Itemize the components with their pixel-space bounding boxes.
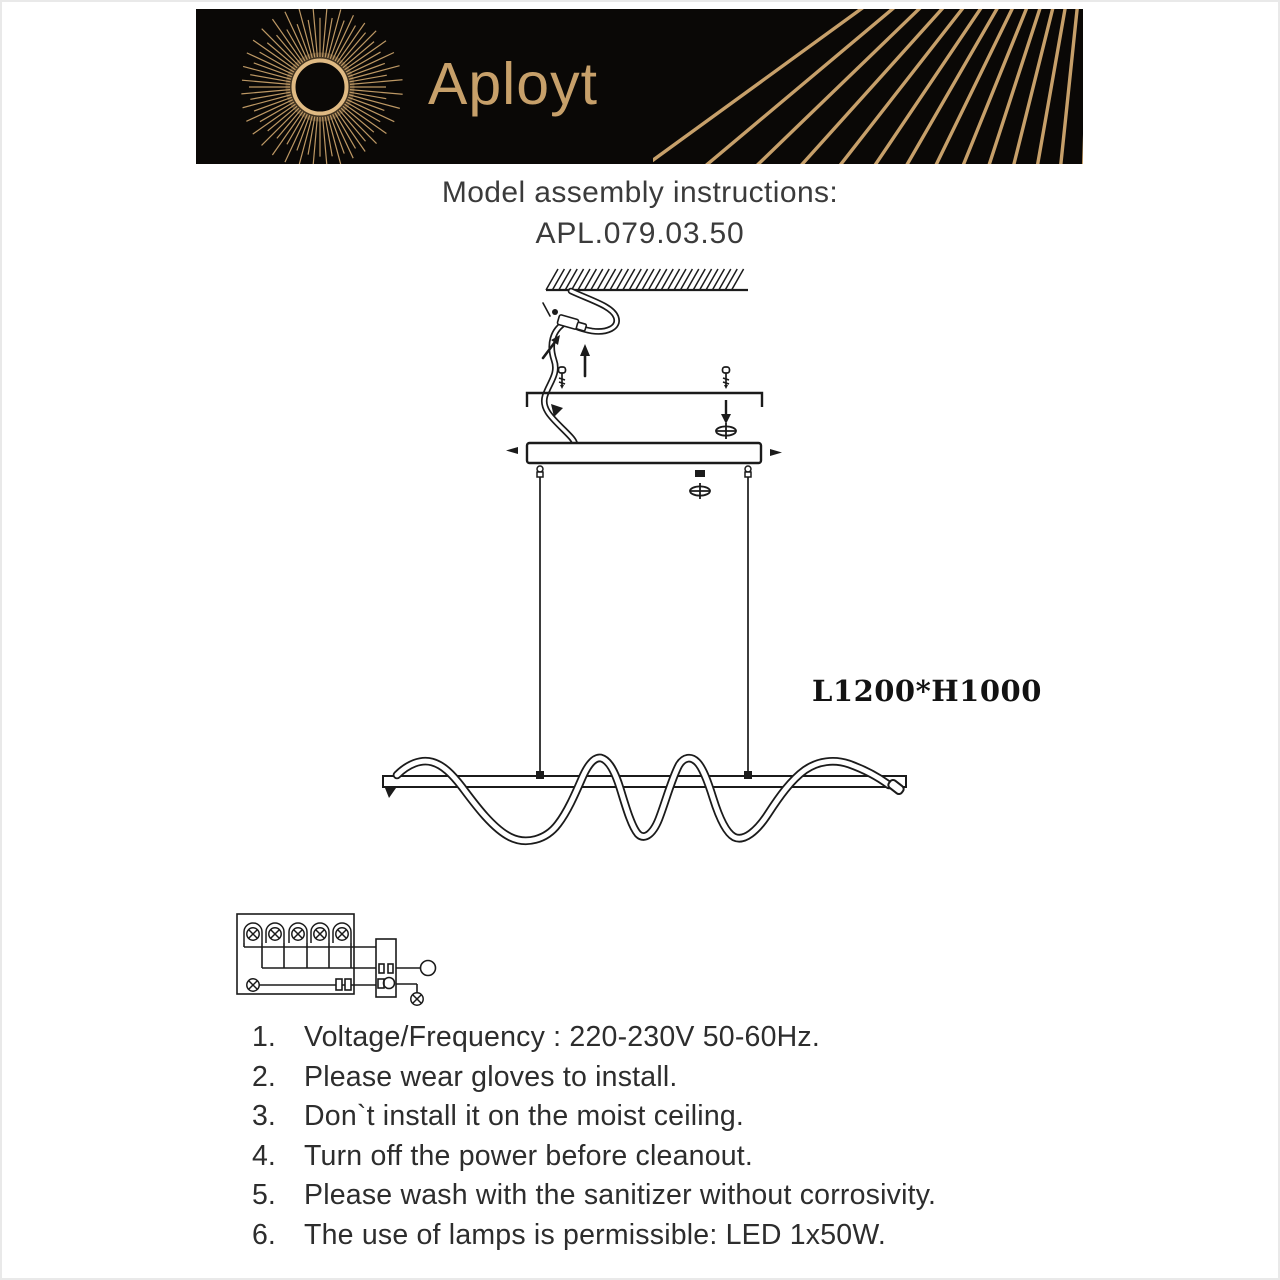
item-text: The use of lamps is permissible: LED 1x50W.: [304, 1218, 886, 1251]
item-text: Please wash with the sanitizer without corrosivity.: [304, 1179, 937, 1212]
item-number: 4.: [252, 1139, 276, 1172]
bar-left-endcap: [385, 788, 396, 798]
item-number: 2.: [252, 1060, 276, 1093]
item-number: 3.: [252, 1100, 276, 1133]
instructions-list: [252, 1021, 1092, 1259]
suspension-wires: [537, 466, 751, 774]
item-number: 5.: [252, 1179, 276, 1212]
item-text: Please wear gloves to install.: [304, 1060, 678, 1093]
ceiling-hatch: [546, 269, 748, 290]
item-text: Turn off the power before cleanout.: [304, 1139, 754, 1172]
side-arrow-right: [770, 449, 782, 456]
dimension-label: L1200*H1000: [812, 674, 1042, 708]
list-item: [252, 1140, 1092, 1180]
canopy: [506, 443, 782, 463]
item-number: 1.: [252, 1021, 276, 1053]
list-item: [252, 1100, 1092, 1140]
wiring-schematic: [237, 914, 436, 1005]
side-arrow-left: [506, 447, 518, 454]
list-item: [252, 1219, 1092, 1259]
brand-name: Aployt: [428, 51, 598, 117]
item-text: Don`t install it on the moist ceiling.: [304, 1100, 745, 1133]
page-title: Model assembly instructions:: [441, 176, 839, 209]
power-cable: [543, 291, 617, 444]
list-item: [252, 1061, 1092, 1101]
cable-connector: [543, 303, 587, 331]
list-item: [252, 1021, 1092, 1061]
model-number: APL.079.03.50: [535, 217, 745, 250]
set-screw-under-canopy: [690, 470, 710, 499]
led-tube: [397, 758, 905, 841]
screw-guide-right: [716, 400, 736, 439]
item-number: 6.: [252, 1218, 276, 1251]
item-text: Voltage/Frequency : 220-230V 50-60Hz.: [304, 1021, 820, 1053]
list-item: [252, 1179, 1092, 1219]
